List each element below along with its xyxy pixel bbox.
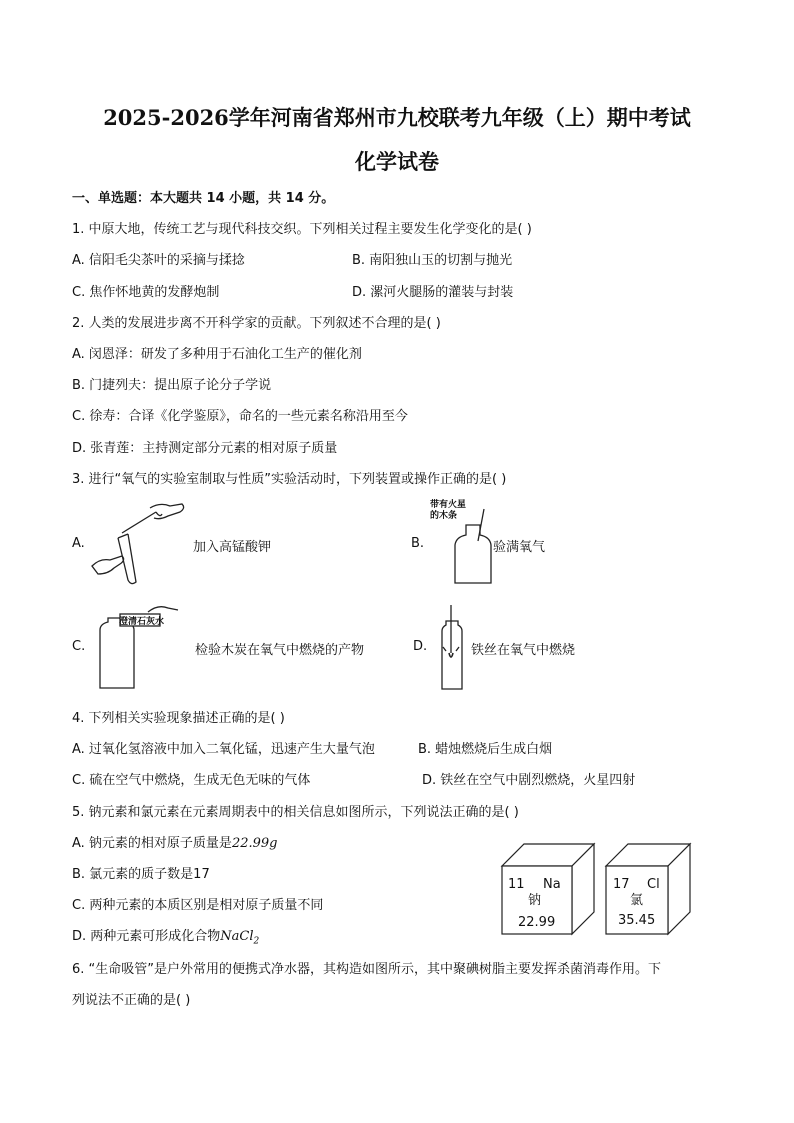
question-5-option-b: B. 氯元素的质子数是17 xyxy=(72,867,210,882)
test-tube-hand-figure xyxy=(90,498,190,588)
question-2-option-b: B. 门捷列夫：提出原子论分子学说 xyxy=(72,378,272,393)
question-3-option-d-letter: D. xyxy=(413,639,428,654)
question-1-option-c: C. 焦作怀地黄的发酵炮制 xyxy=(72,285,220,300)
question-6-stem-line1: 6. “生命吸管”是户外常用的便携式净水器，其构造如图所示，其中聚碘树脂主要发挥杀菌消毒作用。下 xyxy=(72,962,662,977)
limewater-label: 澄清石灰水 xyxy=(119,617,165,627)
question-4-option-a: A. 过氧化氢溶液中加入二氧化锰，迅速产生大量气泡 xyxy=(72,742,375,757)
cl-symbol: Cl xyxy=(647,877,660,892)
question-5-option-d-text: D. 两种元素可形成化合物 xyxy=(72,929,221,944)
question-2-option-a: A. 闵恩泽：研发了多种用于石油化工生产的催化剂 xyxy=(72,347,362,362)
question-3-option-c-text: 检验木炭在氧气中燃烧的产物 xyxy=(195,643,365,658)
question-1-stem: 1. 中原大地，传统工艺与现代科技交织。下列相关过程主要发生化学变化的是( ) xyxy=(72,222,532,237)
question-3-option-a-letter: A. xyxy=(72,536,85,551)
question-6-stem-line2: 列说法不正确的是( ) xyxy=(72,993,191,1008)
element-cards-figure xyxy=(500,838,695,938)
exam-subtitle: 化学试卷 xyxy=(355,149,439,174)
question-2-stem: 2. 人类的发展进步离不开科学家的贡献。下列叙述不合理的是( ) xyxy=(72,316,441,331)
na-atomic-number: 11 xyxy=(508,877,525,892)
question-3-option-b-letter: B. xyxy=(411,536,425,551)
iron-wire-bottle-figure xyxy=(430,603,472,693)
exam-title: 2025-2026学年河南省郑州市九校联考九年级（上）期中考试 xyxy=(103,105,691,130)
question-4-option-b: B. 蜡烛燃烧后生成白烟 xyxy=(418,742,553,757)
question-4-stem: 4. 下列相关实验现象描述正确的是( ) xyxy=(72,711,285,726)
question-5-option-c: C. 两种元素的本质区别是相对原子质量不同 xyxy=(72,898,324,913)
question-2-option-d: D. 张青莲：主持测定部分元素的相对原子质量 xyxy=(72,441,338,456)
question-1-option-d: D. 漯河火腿肠的灌装与封装 xyxy=(352,285,514,300)
gas-bottle-splint-figure xyxy=(420,495,495,587)
limewater-bottle-figure xyxy=(88,600,194,694)
question-3-stem: 3. 进行“氧气的实验室制取与性质”实验活动时，下列装置或操作正确的是( ) xyxy=(72,472,507,487)
na-name: 钠 xyxy=(528,893,542,908)
splint-label-line2: 的木条 xyxy=(430,511,458,521)
question-3-option-b-text: 验满氧气 xyxy=(493,540,546,555)
section-heading: 一、单选题：本大题共 14 小题，共 14 分。 xyxy=(72,191,335,206)
question-3-option-c-letter: C. xyxy=(72,639,86,654)
question-4-option-c: C. 硫在空气中燃烧，生成无色无味的气体 xyxy=(72,773,311,788)
question-5-option-a xyxy=(72,832,277,851)
na-symbol: Na xyxy=(543,877,561,892)
question-5-option-d-math: NaCl xyxy=(220,929,254,944)
cl-name: 氯 xyxy=(630,893,644,908)
question-5-option-a-math: 22.99g xyxy=(231,836,278,851)
question-4-option-d: D. 铁丝在空气中剧烈燃烧，火星四射 xyxy=(422,773,636,788)
question-3-option-d-text: 铁丝在氧气中燃烧 xyxy=(471,643,576,658)
question-5-option-d-subscript: 2 xyxy=(253,936,260,947)
question-1-option-b: B. 南阳独山玉的切割与抛光 xyxy=(352,253,513,268)
cl-mass: 35.45 xyxy=(618,913,656,928)
question-5-option-a-text: A. 钠元素的相对原子质量是 xyxy=(72,836,232,851)
na-mass: 22.99 xyxy=(518,915,556,930)
question-5-option-d xyxy=(72,925,259,947)
question-1-option-a: A. 信阳毛尖茶叶的采摘与揉捻 xyxy=(72,253,245,268)
cl-atomic-number: 17 xyxy=(613,877,630,892)
question-5-stem: 5. 钠元素和氯元素在元素周期表中的相关信息如图所示，下列说法正确的是( ) xyxy=(72,805,519,820)
question-3-option-a-text: 加入高锰酸钾 xyxy=(193,540,272,555)
question-2-option-c: C. 徐寿：合译《化学鉴原》，命名的一些元素名称沿用至今 xyxy=(72,409,408,424)
splint-label-line1: 带有火星 xyxy=(430,500,467,510)
